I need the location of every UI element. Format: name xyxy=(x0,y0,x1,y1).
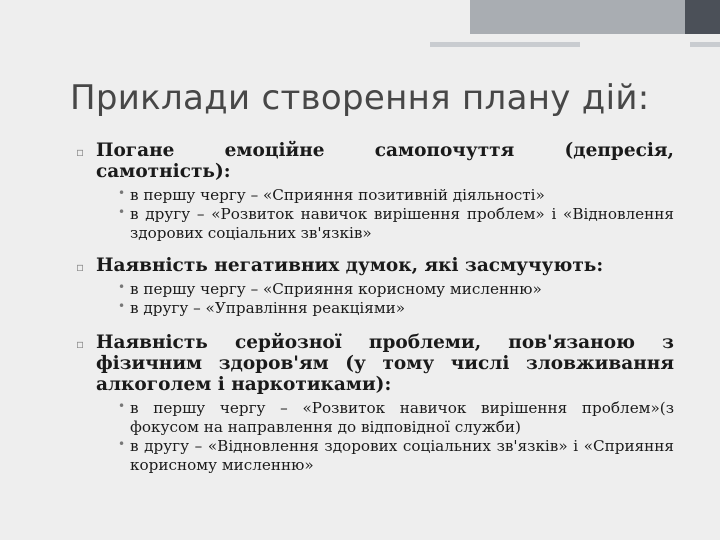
sub-list xyxy=(118,280,674,318)
dot-bullet-icon: • xyxy=(118,280,126,294)
list-item-text: в другу – «Відновлення здорових соціальних зв'язків» і «Сприяння корисному мисленню» xyxy=(130,437,674,474)
header-decoration-line-right xyxy=(690,42,720,47)
section-emotional-wellbeing xyxy=(74,140,674,243)
dot-bullet-icon: • xyxy=(118,399,126,413)
section-heading: Наявність негативних думок, які засмучують: xyxy=(96,255,604,276)
slide-title: Приклади створення плану дій: xyxy=(70,78,650,118)
section-heading: Погане емоційне самопочуття (депресія, самотність): xyxy=(96,140,674,182)
list-item xyxy=(118,205,674,243)
section-heading: Наявність серйозної проблеми, пов'язаною з фізичним здоров'ям (у тому числі зловживання алкоголем і наркотиками): xyxy=(96,332,674,395)
list-item-text: в другу – «Управління реакціями» xyxy=(130,299,406,317)
header-decoration-block xyxy=(685,0,720,34)
sub-list xyxy=(118,399,674,475)
dot-bullet-icon: • xyxy=(118,299,126,313)
square-bullet-icon: ▫ xyxy=(76,145,85,159)
dot-bullet-icon: • xyxy=(118,205,126,219)
section-physical-health xyxy=(74,332,674,475)
square-bullet-icon: ▫ xyxy=(76,337,85,351)
list-item xyxy=(118,280,674,299)
list-item xyxy=(118,299,674,318)
slide-content xyxy=(74,140,674,475)
sub-list xyxy=(118,186,674,243)
square-bullet-icon: ▫ xyxy=(76,260,85,274)
section-negative-thoughts xyxy=(74,255,674,318)
list-item xyxy=(118,399,674,437)
list-item-text: в першу чергу – «Сприяння корисному мисленню» xyxy=(130,280,542,298)
list-item-text: в першу чергу – «Розвиток навичок вирішення проблем»(з фокусом на направлення до відповідної служби) xyxy=(130,399,674,436)
header-decoration-line xyxy=(430,42,580,47)
header-decoration-bar xyxy=(470,0,685,34)
list-item-text: в другу – «Розвиток навичок вирішення проблем» і «Відновлення здорових соціальних зв'язків» xyxy=(130,205,674,242)
dot-bullet-icon: • xyxy=(118,186,126,200)
dot-bullet-icon: • xyxy=(118,437,126,451)
list-item-text: в першу чергу – «Сприяння позитивній діяльності» xyxy=(130,186,545,204)
list-item xyxy=(118,186,674,205)
list-item xyxy=(118,437,674,475)
